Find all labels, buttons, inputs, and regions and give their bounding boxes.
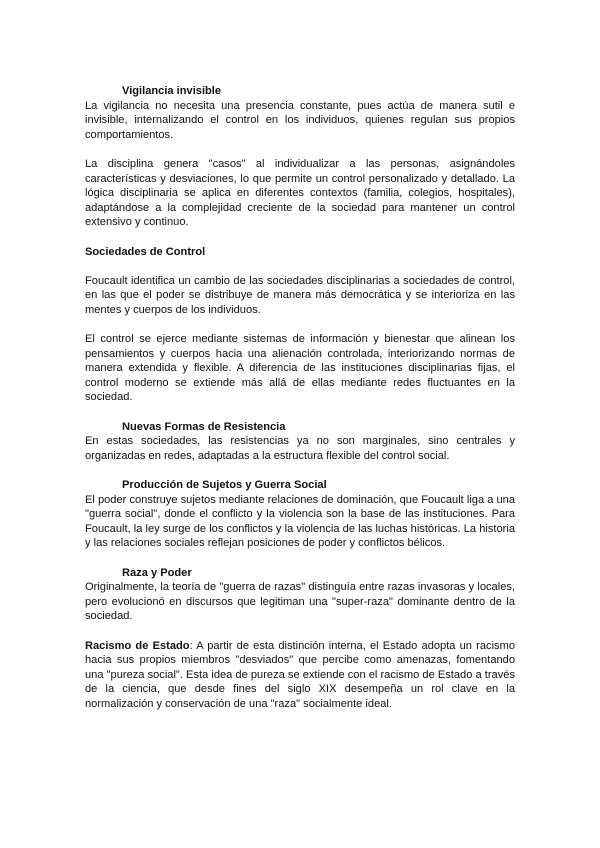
heading-produccion-sujetos: Producción de Sujetos y Guerra Social	[122, 479, 327, 492]
paragraph-vigilancia-1: La vigilancia no necesita una presencia constante, pues actúa de manera sutil e invisible, internalizando el control en los individuos, quienes regulan sus propios comportamientos.	[85, 99, 515, 141]
racismo-text: : A partir de esta distinción interna, el Estado adopta un racismo hacia sus propios miembros "desviados" que percibe como amenazas, fomentando una "pureza social". Esta idea de pureza se extiende con el racismo de Estado a través de la ciencia, que desde fines del siglo XIX desempeña un rol clave en la normalización y conservación de una "raza" socialmente ideal.	[85, 639, 515, 710]
heading-vigilancia: Vigilancia invisible	[122, 85, 222, 97]
heading-sociedades-control: Sociedades de Control	[85, 245, 206, 258]
paragraph-racismo-estado	[85, 639, 515, 712]
document-page	[85, 84, 515, 712]
heading-nuevas-resistencias: Nuevas Formas de Resistencia	[122, 420, 286, 433]
paragraph-resistencia-1: En estas sociedades, las resistencias ya no son marginales, sino centrales y organizadas en redes, adaptadas a la estructura flexible del control social.	[85, 435, 515, 462]
racismo-label: Racismo de Estado	[85, 639, 190, 652]
heading-raza-poder: Raza y Poder	[122, 566, 192, 579]
paragraph-vigilancia-2: La disciplina genera "casos" al individualizar a las personas, asignándoles características y desviaciones, lo que permite un control personalizado y detallado. La lógica disciplinaria se aplica en diferentes contextos (familia, colegios, hospitales), adaptándose a la complejidad creciente de la sociedad para mantener un control extensivo y continuo.	[85, 157, 515, 229]
paragraph-control-2: El control se ejerce mediante sistemas de información y bienestar que alinean los pensamientos y cuerpos hacia una alienación controlada, interiorizando normas de manera extendida y flexible. A diferencia de las instituciones disciplinarias fijas, el control moderno se extiende más allá de ellas mediante redes fluctuantes en la sociedad.	[85, 333, 515, 404]
paragraph-control-1: Foucault identifica un cambio de las sociedades disciplinarias a sociedades de control, en las que el poder se distribuye de manera más democrática y se interioriza en las mentes y cuerpos de los individuos.	[85, 274, 515, 316]
paragraph-raza-1: Originalmente, la teoría de "guerra de razas" distinguía entre razas invasoras y locales, pero evolucionó en discursos que legitiman una "super-raza" dominante dentro de la sociedad.	[85, 581, 515, 623]
paragraph-sujetos-1: El poder construye sujetos mediante relaciones de dominación, que Foucault liga a una "guerra social", donde el conflicto y la violencia son la base de las instituciones. Para Foucault, la ley surge de los conflictos y la violencia de las luchas históricas. La historia y las relaciones sociales reflejan posiciones de poder y conflictos bélicos.	[85, 493, 515, 550]
